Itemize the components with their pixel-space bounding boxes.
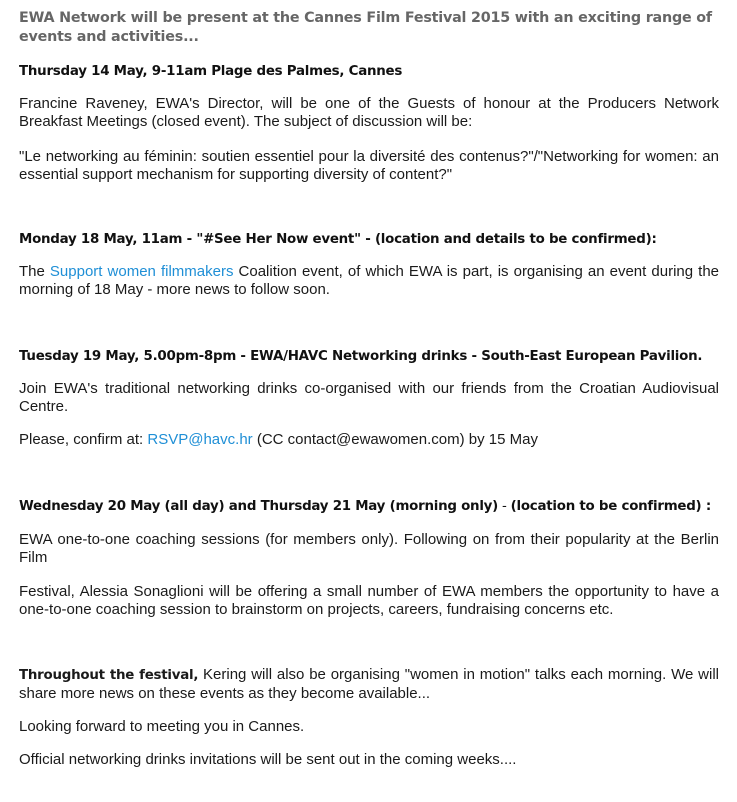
heading-bold-part: (location to be confirmed) : [510, 499, 711, 514]
text-fragment: Kering will also be organising "women in motion" talks each morning. We will share more news on these events as they become available... [19, 666, 719, 702]
event-heading-tuesday-19: Tuesday 19 May, 5.00pm-8pm - EWA/HAVC Networking drinks - South-East European Pavilion. [19, 349, 703, 364]
event-paragraph: Festival, Alessia Sonaglioni will be offering a small number of EWA members the opportunity to have a one-to-one coaching session to brainstorm on projects, careers, fundraising concerns etc. [19, 583, 719, 618]
intro-text: EWA Network will be present at the Cannes Film Festival 2015 with an exciting range of events and activities... [19, 10, 712, 45]
event-paragraph: "Le networking au féminin: soutien essentiel pour la diversité des contenus?"/"Networking for women: an essential support mechanism for supporting diversity of content?" [19, 148, 719, 183]
event-paragraph: Looking forward to meeting you in Cannes. [19, 718, 305, 735]
text-fragment: (CC contact@ewawomen.com) by 15 May [252, 431, 538, 448]
event-heading-monday-18: Monday 18 May, 11am - "#See Her Now event" - (location and details to be confirmed): [19, 232, 657, 247]
event-heading-thursday-14: Thursday 14 May, 9-11am Plage des Palmes, Cannes [19, 64, 403, 79]
rsvp-email-link[interactable]: RSVP@havc.hr [147, 431, 253, 448]
throughout-festival-lead: Throughout the festival, [19, 668, 199, 683]
event-paragraph: EWA one-to-one coaching sessions (for members only). Following on from their popularity at the Berlin Film [19, 531, 719, 566]
event-paragraph: Francine Raveney, EWA's Director, will be one of the Guests of honour at the Producers Network Breakfast Meetings (closed event). The subject of discussion will be: [19, 95, 719, 130]
text-fragment: Coalition event, of which EWA is part, is organising an event during the morning of 18 May - more news to follow soon. [19, 263, 720, 298]
event-paragraph: Join EWA's traditional networking drinks co-organised with our friends from the Croatian Audiovisual Centre. [19, 380, 719, 415]
heading-bold-part: Wednesday 20 May (all day) and Thursday 21 May (morning only) [19, 499, 499, 514]
text-fragment: Please, confirm at: [19, 431, 148, 448]
text-fragment: The [19, 263, 50, 280]
heading-separator: - [498, 499, 511, 514]
event-paragraph [19, 666, 719, 703]
event-paragraph [19, 431, 719, 449]
event-heading-wednesday-20 [19, 498, 723, 516]
event-paragraph: Official networking drinks invitations will be sent out in the coming weeks.... [19, 751, 517, 768]
support-women-filmmakers-link[interactable]: Support women filmmakers [49, 263, 234, 280]
event-paragraph [19, 263, 719, 299]
